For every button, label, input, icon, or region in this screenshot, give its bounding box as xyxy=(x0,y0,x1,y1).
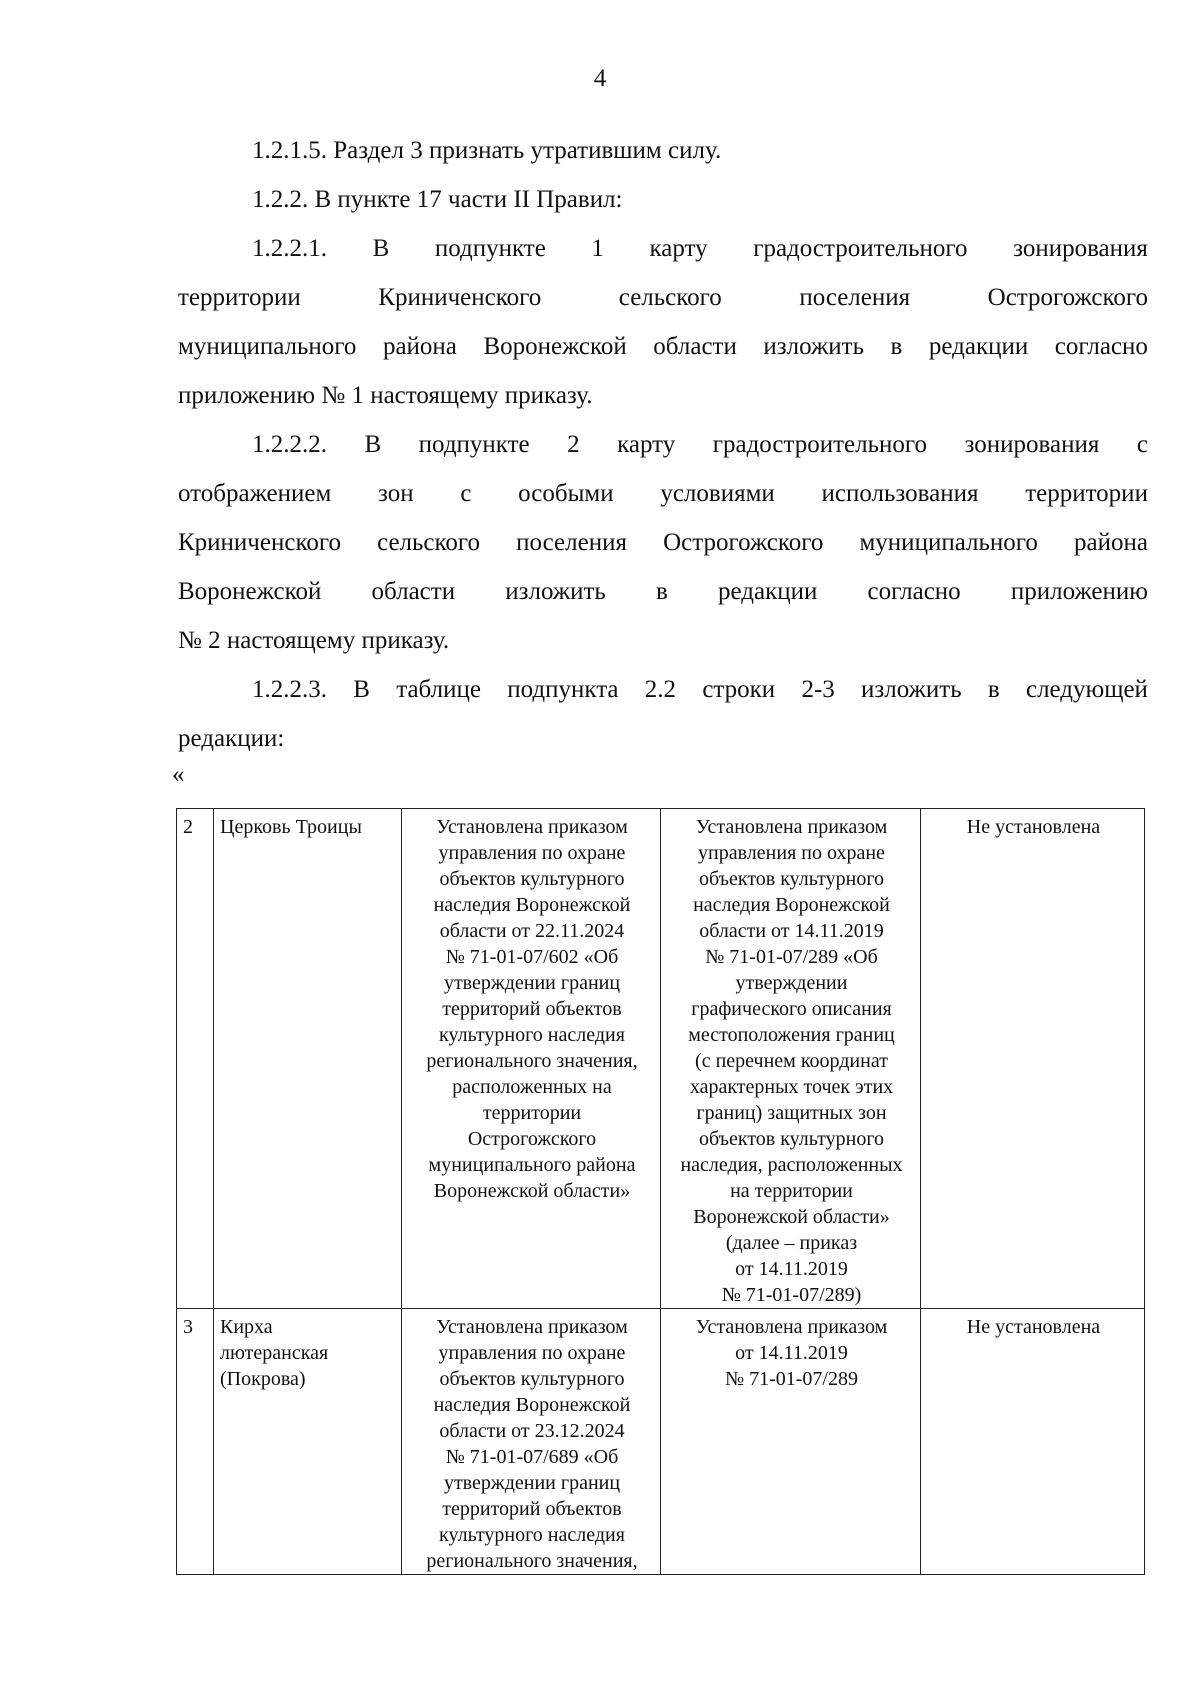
paragraph-1-2-2-1-line-3: муниципального района Воронежской области изложить в редакции согласно xyxy=(178,333,1148,360)
paragraph-1-2-2-3-line-2: редакции: xyxy=(178,725,285,752)
protection-zone-cell: Установлена приказом управления по охране объектов культурного наследия Воронежской области от 14.11.2019 № 71-01-07/289 «Об утверждении графического описания местоположения границ (с перечнем координат характерных точек этих границ) защитных зон объектов культурного наследия, расположенных на территории Воронежской области» (далее – приказ от 14.11.2019 № 71-01-07/289) xyxy=(661,809,921,1309)
territory-boundary-cell: Установлена приказом управления по охране объектов культурного наследия Воронежской области от 22.11.2024 № 71-01-07/602 «Об утверждении границ территорий объектов культурного наследия регионального значения, расположенных на территории Острогожского муниципального района Воронежской области» xyxy=(402,809,661,1309)
paragraph-1-2-2-2-line-1: 1.2.2.2. В подпункте 2 карту градостроительного зонирования с xyxy=(252,431,1148,458)
row-number-cell: 3 xyxy=(177,1309,214,1575)
paragraph-1-2-2-1-line-1: 1.2.2.1. В подпункте 1 карту градостроительного зонирования xyxy=(252,235,1148,262)
table-row xyxy=(177,1309,1145,1575)
territory-boundary-cell: Установлена приказом управления по охране объектов культурного наследия Воронежской области от 23.12.2024 № 71-01-07/689 «Об утверждении границ территорий объектов культурного наследия регионального значения, xyxy=(402,1309,661,1575)
protection-zone-cell: Установлена приказом от 14.11.2019 № 71-01-07/289 xyxy=(661,1309,921,1575)
body-text xyxy=(178,126,1148,763)
paragraph-1-2-2-3-line-1: 1.2.2.3. В таблице подпункта 2.2 строки 2-3 изложить в следующей xyxy=(252,676,1148,703)
page-number: 4 xyxy=(593,65,607,92)
object-name-cell: Кирха лютеранская (Покрова) xyxy=(214,1309,402,1575)
open-quote: « xyxy=(172,761,185,788)
status-cell: Не установлена xyxy=(921,809,1145,1309)
paragraph-1-2-2-2-line-3: Криниченского сельского поселения Острогожского муниципального района xyxy=(178,529,1148,556)
paragraph-1-2-2: 1.2.2. В пункте 17 части II Правил: xyxy=(252,186,623,213)
paragraph-1-2-2-2-line-2: отображением зон с особыми условиями использования территории xyxy=(178,480,1148,507)
table-row xyxy=(177,809,1145,1309)
paragraph-1-2-2-1-line-4: приложению № 1 настоящему приказу. xyxy=(178,382,593,409)
status-cell: Не установлена xyxy=(921,1309,1145,1575)
paragraph-1-2-2-2-line-4: Воронежской области изложить в редакции согласно приложению xyxy=(178,578,1148,605)
object-name-cell: Церковь Троицы xyxy=(214,809,402,1309)
paragraph-1-2-2-1-line-2: территории Криниченского сельского поселения Острогожского xyxy=(178,284,1148,311)
amendment-table xyxy=(176,808,1145,1575)
row-number-cell: 2 xyxy=(177,809,214,1309)
paragraph-1-2-2-2-line-5: № 2 настоящему приказу. xyxy=(178,627,450,654)
paragraph-1-2-1-5: 1.2.1.5. Раздел 3 признать утратившим силу. xyxy=(252,137,722,164)
